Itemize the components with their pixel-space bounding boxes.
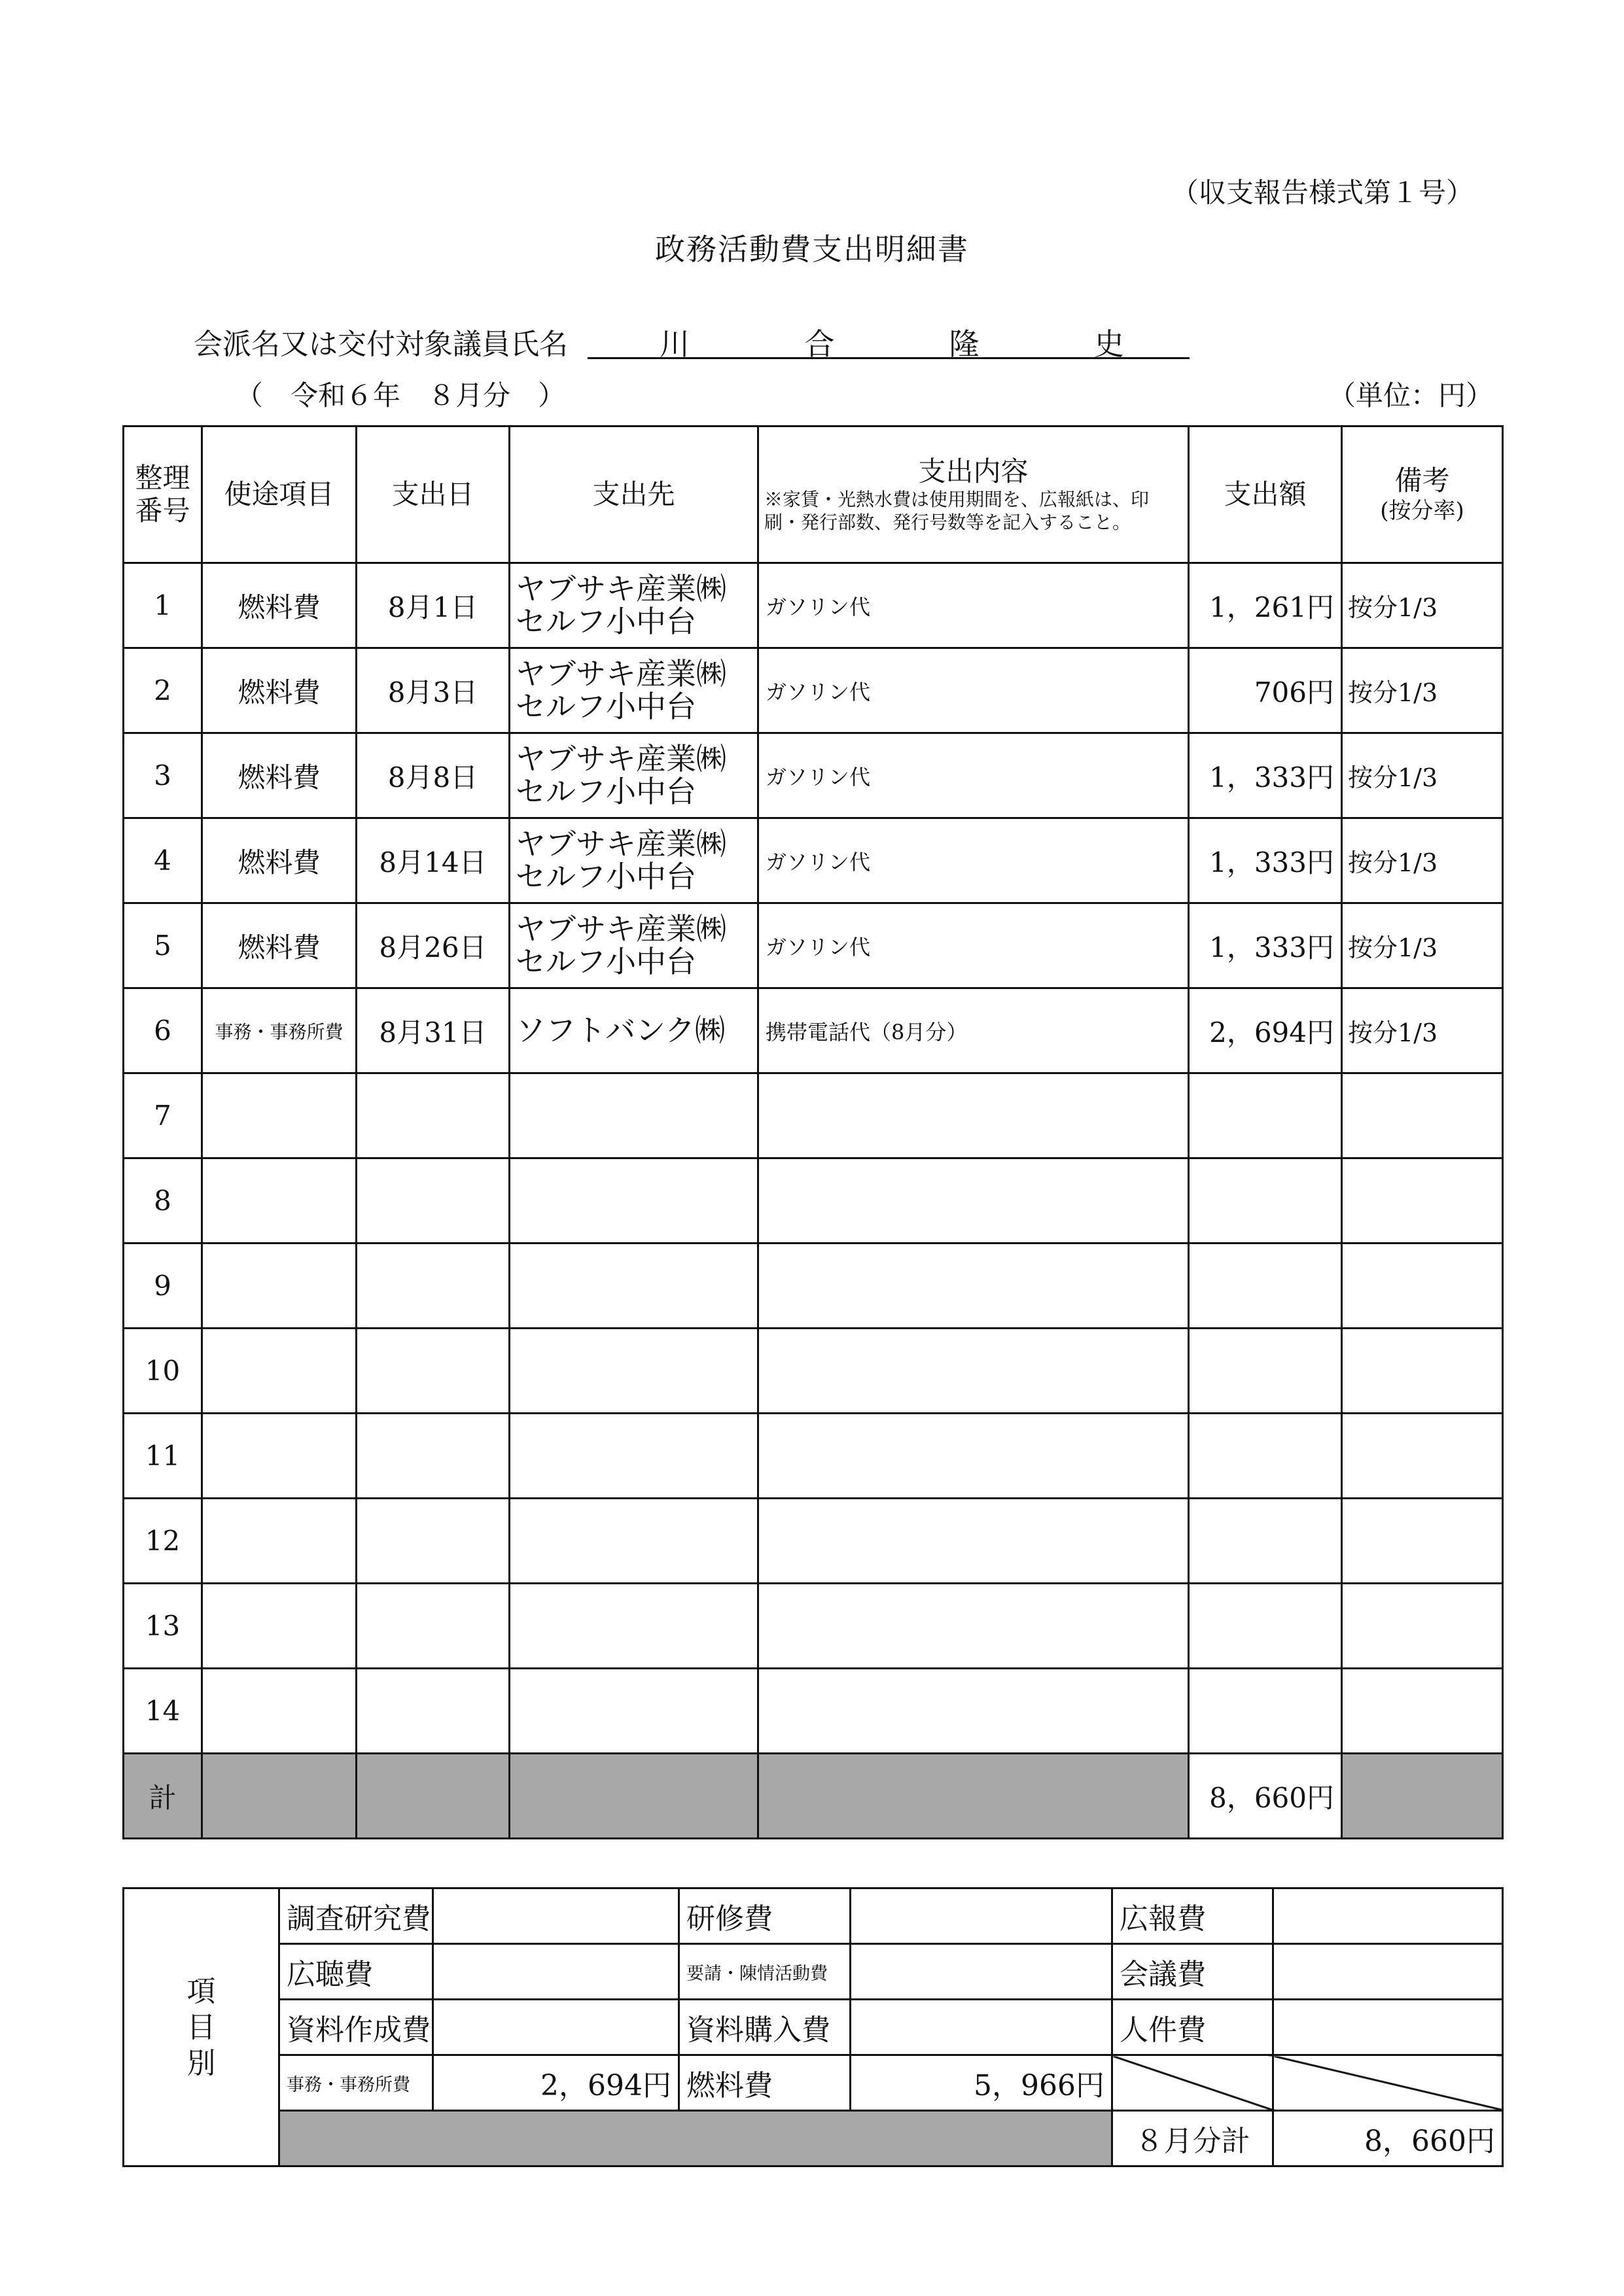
label-training: 研修費: [679, 1888, 851, 1944]
row-remarks: [1342, 1158, 1503, 1244]
row-remarks: [1342, 1499, 1503, 1584]
row-no: 3: [124, 733, 202, 818]
row-payee: [510, 648, 758, 733]
row-category: 事務・事務所費: [202, 988, 357, 1073]
row-date: [357, 1244, 510, 1329]
payee-line2: セルフ小中台: [516, 943, 696, 979]
row-amount: [1189, 1669, 1342, 1754]
total-row: [124, 1754, 1503, 1839]
row-category: [202, 1244, 357, 1329]
payee-line1: ソフトバンク㈱: [516, 1012, 726, 1048]
member-name-char: 史: [1093, 326, 1124, 362]
row-remarks: [1342, 1073, 1503, 1158]
total-amount: 8，660円: [1189, 1754, 1342, 1839]
total-empty-cell: [1342, 1754, 1503, 1839]
table-row: [124, 1244, 1503, 1329]
label-hearing: 広聴費: [279, 1944, 433, 2000]
row-content: [758, 1414, 1189, 1499]
summary-side-label: [124, 1888, 279, 2166]
row-date: 8月26日: [357, 903, 510, 988]
table-row: [124, 818, 1503, 903]
row-amount: 1，333円: [1189, 818, 1342, 903]
header-payee: 支出先: [510, 426, 758, 563]
row-date: [357, 1669, 510, 1754]
summary-side-char: 項: [186, 1974, 216, 2008]
row-date: 8月3日: [357, 648, 510, 733]
header-content-title: 支出内容: [918, 455, 1029, 487]
table-row: [124, 1158, 1503, 1244]
header-no-line2: 番号: [135, 495, 190, 527]
payee-line2: セルフ小中台: [516, 858, 696, 894]
header-content: [758, 426, 1189, 563]
total-empty-cell: [202, 1754, 357, 1839]
row-remarks: [1342, 1669, 1503, 1754]
row-content: ガソリン代: [758, 563, 1189, 648]
row-category: [202, 1669, 357, 1754]
header-amount: 支出額: [1189, 426, 1342, 563]
table-row: [124, 1329, 1503, 1414]
header-no: [124, 426, 202, 563]
table-row: [124, 1584, 1503, 1669]
payee-line1: ヤブサキ産業㈱: [516, 826, 726, 861]
row-amount: [1189, 1158, 1342, 1244]
table-row: [124, 1414, 1503, 1499]
value-research: [433, 1888, 679, 1944]
payee-line2: セルフ小中台: [516, 603, 696, 639]
row-date: [357, 1158, 510, 1244]
row-payee: [510, 1584, 758, 1669]
total-label: 計: [124, 1754, 202, 1839]
payee-line2: セルフ小中台: [516, 688, 696, 724]
header-row: [124, 426, 1503, 563]
row-no: 5: [124, 903, 202, 988]
row-no: 11: [124, 1414, 202, 1499]
member-name-char: 隆: [949, 326, 980, 362]
unit: （単位：円）: [1328, 379, 1494, 411]
row-payee: [510, 563, 758, 648]
value-training: [851, 1888, 1112, 1944]
row-remarks: 按分1/3: [1342, 733, 1503, 818]
row-content: 携帯電話代（8月分）: [758, 988, 1189, 1073]
row-no: 10: [124, 1329, 202, 1414]
row-amount: [1189, 1584, 1342, 1669]
value-publicity: [1273, 1888, 1503, 1944]
value-personnel: [1273, 2000, 1503, 2055]
table-row: [124, 1669, 1503, 1754]
row-category: [202, 1584, 357, 1669]
value-office: 2，694円: [433, 2055, 679, 2111]
label-research: 調査研究費: [279, 1888, 433, 1944]
table-row: [124, 988, 1503, 1073]
row-amount: 2，694円: [1189, 988, 1342, 1073]
row-no: 14: [124, 1669, 202, 1754]
member-name-char: 川: [660, 326, 690, 362]
row-category: 燃料費: [202, 648, 357, 733]
row-amount: [1189, 1329, 1342, 1414]
row-date: [357, 1584, 510, 1669]
row-payee: [510, 903, 758, 988]
row-category: [202, 1414, 357, 1499]
label-personnel: 人件費: [1112, 2000, 1273, 2055]
row-no: 12: [124, 1499, 202, 1584]
row-date: 8月1日: [357, 563, 510, 648]
payee-line1: ヤブサキ産業㈱: [516, 570, 726, 606]
header-category: 使途項目: [202, 426, 357, 563]
row-date: [357, 1073, 510, 1158]
row-no: 8: [124, 1158, 202, 1244]
payee-line2: セルフ小中台: [516, 773, 696, 809]
table-row: [124, 733, 1503, 818]
table-row: [124, 1073, 1503, 1158]
total-empty-cell: [357, 1754, 510, 1839]
row-payee: [510, 733, 758, 818]
row-content: [758, 1329, 1189, 1414]
member-name-field: [588, 321, 1190, 362]
row-payee: [510, 1244, 758, 1329]
row-date: 8月8日: [357, 733, 510, 818]
row-content: ガソリン代: [758, 733, 1189, 818]
row-category: 燃料費: [202, 818, 357, 903]
row-content: [758, 1073, 1189, 1158]
row-content: ガソリン代: [758, 903, 1189, 988]
row-no: 1: [124, 563, 202, 648]
row-remarks: 按分1/3: [1342, 563, 1503, 648]
member-name-char: 合: [804, 326, 835, 362]
row-amount: [1189, 1073, 1342, 1158]
row-payee: [510, 1329, 758, 1414]
form-id: （収支報告様式第１号）: [1171, 177, 1474, 209]
row-no: 2: [124, 648, 202, 733]
row-content: [758, 1158, 1189, 1244]
row-no: 13: [124, 1584, 202, 1669]
header-date: 支出日: [357, 426, 510, 563]
label-materials-purchase: 資料購入費: [679, 2000, 851, 2055]
row-amount: 1，333円: [1189, 733, 1342, 818]
table-row: [124, 1499, 1503, 1584]
value-materials-purchase: [851, 2000, 1112, 2055]
value-meeting: [1273, 1944, 1503, 2000]
row-category: [202, 1499, 357, 1584]
row-amount: 706円: [1189, 648, 1342, 733]
row-remarks: [1342, 1244, 1503, 1329]
row-date: 8月14日: [357, 818, 510, 903]
row-amount: 1，261円: [1189, 563, 1342, 648]
row-category: 燃料費: [202, 903, 357, 988]
row-content: [758, 1584, 1189, 1669]
row-remarks: [1342, 1584, 1503, 1669]
row-payee: [510, 988, 758, 1073]
expense-table: [122, 425, 1504, 1839]
row-payee: [510, 1499, 758, 1584]
label-meeting: 会議費: [1112, 1944, 1273, 2000]
row-payee: [510, 1669, 758, 1754]
value-hearing: [433, 1944, 679, 2000]
row-remarks: [1342, 1414, 1503, 1499]
period: （ 令和６年 ８月分 ）: [236, 379, 566, 411]
value-materials-creation: [433, 2000, 679, 2055]
payee-line1: ヤブサキ産業㈱: [516, 911, 726, 947]
row-no: 6: [124, 988, 202, 1073]
total-empty-cell: [510, 1754, 758, 1839]
total-empty-cell: [758, 1754, 1189, 1839]
summary-side-char: 別: [186, 2046, 216, 2080]
label-materials-creation: 資料作成費: [279, 2000, 433, 2055]
label-fuel: 燃料費: [679, 2055, 851, 2111]
page-title: 政務活動費支出明細書: [655, 232, 969, 267]
row-category: [202, 1329, 357, 1414]
row-amount: [1189, 1244, 1342, 1329]
row-payee: [510, 1414, 758, 1499]
row-date: 8月31日: [357, 988, 510, 1073]
row-content: [758, 1669, 1189, 1754]
row-category: [202, 1073, 357, 1158]
row-content: [758, 1499, 1189, 1584]
row-amount: 1，333円: [1189, 903, 1342, 988]
row-payee: [510, 1158, 758, 1244]
row-date: [357, 1414, 510, 1499]
row-amount: [1189, 1499, 1342, 1584]
row-content: [758, 1244, 1189, 1329]
month-total-label: ８月分計: [1112, 2111, 1273, 2166]
row-category: [202, 1158, 357, 1244]
row-remarks: 按分1/3: [1342, 648, 1503, 733]
payee-line1: ヤブサキ産業㈱: [516, 740, 726, 776]
row-date: [357, 1499, 510, 1584]
label-office: 事務・事務所費: [279, 2055, 433, 2111]
diagonal-empty-cell: [1273, 2055, 1503, 2111]
label-publicity: 広報費: [1112, 1888, 1273, 1944]
row-content: ガソリン代: [758, 648, 1189, 733]
row-remarks: 按分1/3: [1342, 988, 1503, 1073]
value-petition: [851, 1944, 1112, 2000]
summary-table: [122, 1887, 1504, 2167]
row-no: 4: [124, 818, 202, 903]
month-total-amount: 8，660円: [1273, 2111, 1503, 2166]
row-no: 9: [124, 1244, 202, 1329]
row-remarks: 按分1/3: [1342, 818, 1503, 903]
table-row: [124, 563, 1503, 648]
row-payee: [510, 1073, 758, 1158]
label-petition: 要請・陳情活動費: [679, 1944, 851, 2000]
row-category: 燃料費: [202, 563, 357, 648]
header-remarks-line1: 備考: [1394, 464, 1450, 497]
row-remarks: [1342, 1329, 1503, 1414]
row-amount: [1189, 1414, 1342, 1499]
header-no-line1: 整理: [135, 461, 190, 494]
summary-side-char: 目: [186, 2010, 216, 2044]
row-payee: [510, 818, 758, 903]
payee-line1: ヤブサキ産業㈱: [516, 655, 726, 691]
header-remarks: [1342, 426, 1503, 563]
value-fuel: 5，966円: [851, 2055, 1112, 2111]
row-remarks: 按分1/3: [1342, 903, 1503, 988]
row-date: [357, 1329, 510, 1414]
header-content-note: ※家賃・光熱水費は使用期間を、広報紙は、印刷・発行部数、発行号数等を記入すること。: [764, 489, 1150, 534]
summary-gray-cell: [279, 2111, 1112, 2166]
member-label: 会派名又は交付対象議員氏名: [194, 328, 568, 361]
table-row: [124, 903, 1503, 988]
header-remarks-line2: (按分率): [1380, 497, 1464, 524]
row-content: ガソリン代: [758, 818, 1189, 903]
diagonal-empty-cell: [1112, 2055, 1273, 2111]
table-row: [124, 648, 1503, 733]
row-category: 燃料費: [202, 733, 357, 818]
row-no: 7: [124, 1073, 202, 1158]
